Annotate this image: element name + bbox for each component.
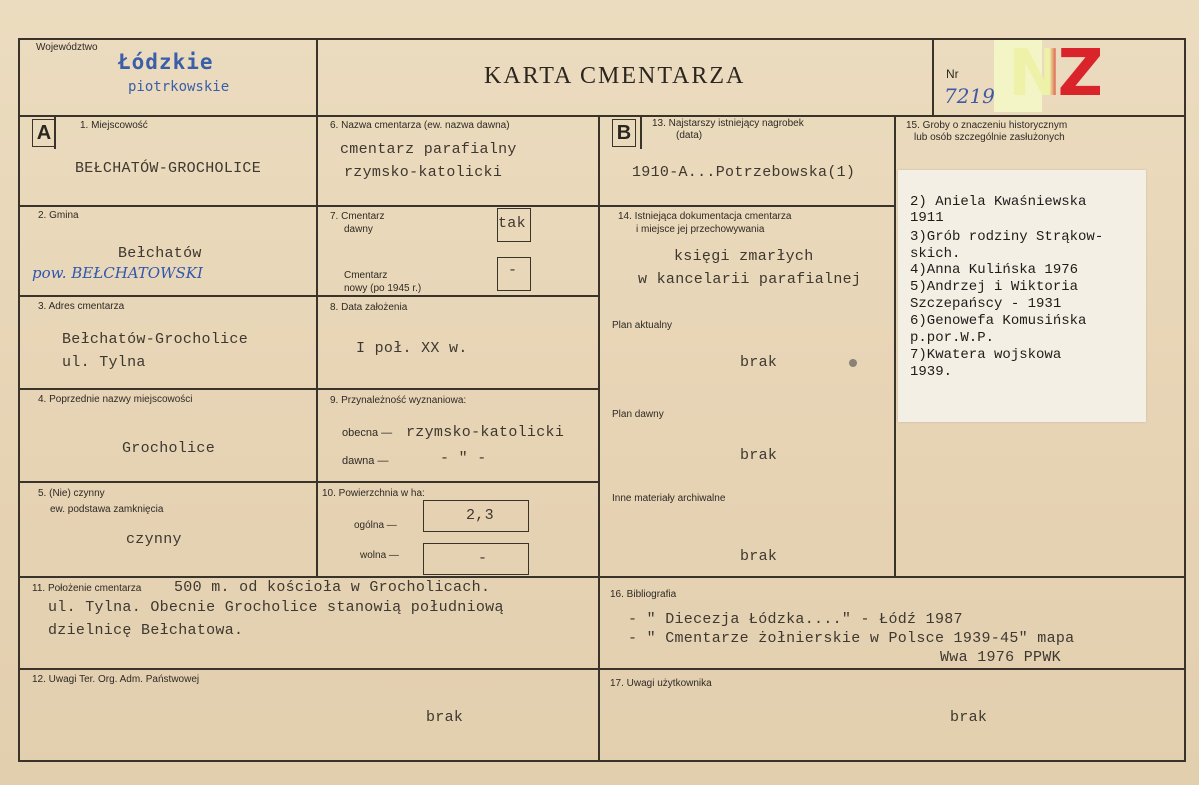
frame-left: [18, 38, 20, 762]
f4-value: Grocholice: [122, 440, 216, 457]
f6-line1: cmentarz parafialny: [340, 141, 517, 158]
row-line-a3: [18, 388, 318, 390]
f14-label-2: i miejsce jej przechowywania: [636, 224, 765, 235]
f7-nowy-value: -: [508, 262, 518, 279]
f8-label: 8. Data założenia: [330, 302, 408, 313]
f5-label: 5. (Nie) czynny: [38, 488, 105, 499]
section-b-letter: B: [612, 119, 636, 147]
f16-label: 16. Bibliografia: [610, 589, 677, 600]
f6-line2: rzymsko-katolicki: [344, 164, 503, 181]
f14-label: 14. Istniejąca dokumentacja cmentarza: [618, 211, 792, 222]
row-line-bottom-1: [18, 576, 1186, 578]
row-line-a2: [18, 295, 318, 297]
f9-dawna-label: dawna —: [342, 455, 389, 467]
f9-obecna-label: obecna —: [342, 427, 393, 439]
f15-line: 4)Anna Kulińska 1976: [910, 262, 1079, 278]
f12-value: brak: [426, 709, 464, 726]
f10-wolna-box: [423, 543, 529, 575]
col-divider-b: [598, 115, 600, 762]
header-divider-1: [316, 38, 318, 116]
plan-aktualny-value: brak: [740, 354, 778, 371]
frame-bottom: [18, 760, 1186, 762]
section-a-letter: A: [32, 119, 56, 147]
f15-label-2: lub osób szczególnie zasłużonych: [914, 132, 1065, 143]
f15-line: 3)Grób rodziny Strąkow-: [910, 229, 1104, 245]
header-bottom-line: [18, 115, 1186, 117]
plan-dawny-value: brak: [740, 447, 778, 464]
f15-line: 6)Genowefa Komusińska: [910, 313, 1087, 329]
f15-line: skich.: [910, 246, 961, 262]
f10-wolna-value: -: [478, 550, 488, 567]
row-line-m1: [316, 205, 600, 207]
f6-label: 6. Nazwa cmentarza (ew. nazwa dawna): [330, 120, 510, 131]
f3-line2: ul. Tylna: [62, 354, 146, 371]
f15-line: 2) Aniela Kwaśniewska: [910, 194, 1087, 210]
f13-label: 13. Najstarszy istniejący nagrobek: [652, 118, 804, 129]
f13-value: 1910-A...Potrzebowska(1): [632, 164, 856, 181]
page-title: KARTA CMENTARZA: [484, 63, 746, 89]
f12-label: 12. Uwagi Ter. Org. Adm. Państwowej: [32, 674, 200, 685]
nr-label: Nr: [946, 67, 959, 81]
nr-value: 7219: [944, 84, 995, 108]
f14-line2: w kancelarii parafialnej: [638, 271, 862, 288]
f15-line: Szczepańscy - 1931: [910, 296, 1062, 312]
f3-label: 3. Adres cmentarza: [38, 301, 125, 312]
f10-ogolna-value: 2,3: [466, 507, 494, 524]
f8-value: I poł. XX w.: [356, 340, 468, 357]
f9-label: 9. Przynależność wyznaniowa:: [330, 395, 467, 406]
row-line-m3: [316, 388, 600, 390]
f1-value: BEŁCHATÓW-GROCHOLICE: [75, 160, 262, 177]
f7-label-dawny: dawny: [344, 224, 373, 235]
inne-label: Inne materiały archiwalne: [612, 493, 726, 504]
ink-dot: [849, 359, 857, 367]
wojewodztwo-label: Województwo: [36, 42, 98, 53]
plan-dawny-label: Plan dawny: [612, 409, 664, 420]
f9-dawna-value: - " -: [440, 450, 487, 467]
f5-value: czynny: [126, 531, 182, 548]
row-line-bottom-2: [18, 668, 1186, 670]
section-b-divider: [640, 115, 642, 149]
f16-line2: - " Cmentarze żołnierskie w Polsce 1939-45" mapa: [628, 630, 1075, 647]
f17-label: 17. Uwagi użytkownika: [610, 678, 712, 689]
f7-label-cmentarz: Cmentarz: [344, 270, 388, 281]
f15-line: 5)Andrzej i Wiktoria: [910, 279, 1079, 295]
pasted-note: [898, 170, 1146, 422]
f15-label: 15. Groby o znaczeniu historycznym: [906, 120, 1068, 131]
col-divider-c: [894, 115, 896, 577]
frame-right: [1184, 38, 1186, 762]
wojewodztwo-sub: piotrkowskie: [128, 79, 230, 95]
f2-label: 2. Gmina: [38, 210, 79, 221]
f4-label: 4. Poprzednie nazwy miejscowości: [38, 394, 193, 405]
f15-line: p.por.W.P.: [910, 330, 995, 346]
f10-ogolna-label: ogólna —: [354, 520, 397, 531]
inne-value: brak: [740, 548, 778, 565]
f5-label-2: ew. podstawa zamknięcia: [50, 504, 164, 515]
row-line-a1: [18, 205, 318, 207]
f11-line2: ul. Tylna. Obecnie Grocholice stanowią południową: [48, 599, 504, 616]
f15-line: 1911: [910, 210, 944, 226]
f10-wolna-label: wolna —: [360, 550, 399, 561]
f10-label: 10. Powierzchnia w ha:: [322, 488, 425, 499]
f11-label: 11. Położenie cmentarza: [32, 583, 142, 594]
f14-line1: księgi zmarłych: [674, 248, 814, 265]
f13-label-2: (data): [676, 130, 703, 141]
f16-line3: Wwa 1976 PPWK: [940, 649, 1061, 666]
f17-value: brak: [950, 709, 988, 726]
section-a-divider: [54, 115, 56, 149]
f11-line3: dzielnicę Bełchatowa.: [48, 622, 244, 639]
f2-value: Bełchatów: [118, 245, 202, 262]
f1-label: 1. Miejscowość: [80, 120, 148, 131]
col-divider-a: [316, 115, 318, 577]
f9-obecna-value: rzymsko-katolicki: [406, 424, 565, 441]
f15-line: 7)Kwatera wojskowa: [910, 347, 1062, 363]
f2-handwritten: pow. BEŁCHATOWSKI: [32, 264, 203, 282]
nz-mark: [1008, 38, 1100, 110]
f7-label: 7. Cmentarz: [330, 211, 385, 222]
f11-line1: 500 m. od kościoła w Grocholicach.: [174, 579, 491, 596]
nz-mark-text: NZ: [1008, 37, 1100, 111]
f7-label-nowy: nowy (po 1945 r.): [344, 283, 422, 294]
row-line-a4: [18, 481, 318, 483]
row-line-m4: [316, 481, 600, 483]
row-line-b1: [598, 205, 896, 207]
f7-dawny-value: tak: [498, 215, 526, 232]
row-line-m2: [316, 295, 600, 297]
wojewodztwo-stamp: Łódzkie: [118, 50, 214, 74]
f16-line1: - " Diecezja Łódzka...." - Łódź 1987: [628, 611, 963, 628]
f3-line1: Bełchatów-Grocholice: [62, 331, 249, 348]
f15-line: 1939.: [910, 364, 953, 380]
header-divider-2: [932, 38, 934, 116]
plan-aktualny-label: Plan aktualny: [612, 320, 673, 331]
